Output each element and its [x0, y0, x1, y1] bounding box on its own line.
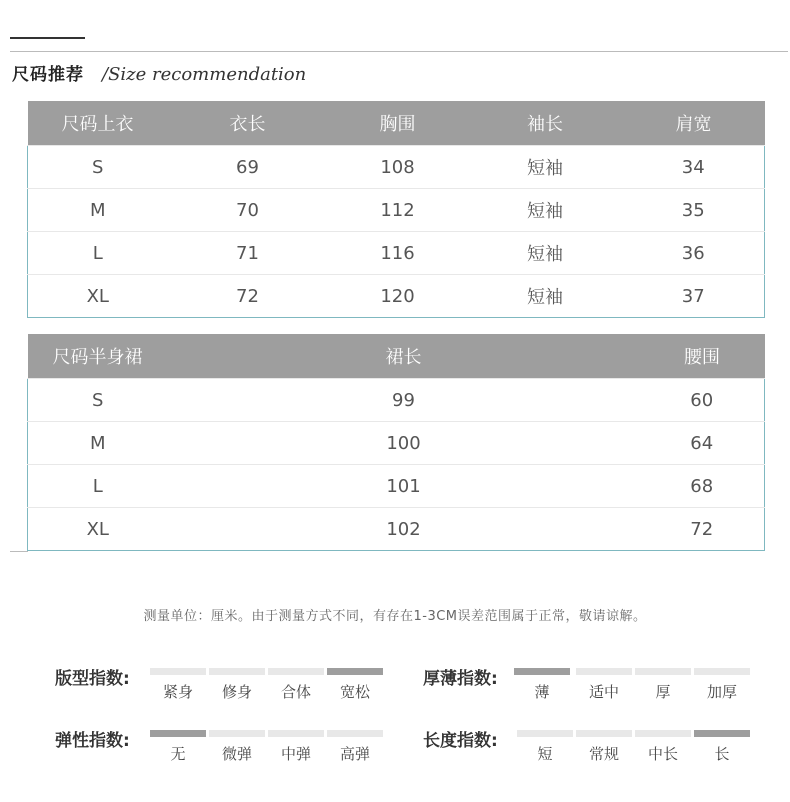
header-accent-line	[10, 37, 85, 39]
table-cell: XL	[28, 275, 168, 318]
header-divider	[10, 51, 788, 52]
option-label: 无	[170, 745, 186, 763]
table-cell: 70	[168, 189, 328, 232]
elasticity-option	[268, 730, 324, 770]
table-cell: 短袖	[468, 232, 623, 275]
table-cell: S	[28, 146, 168, 189]
level-bar	[209, 730, 265, 737]
index-label: 长度指数:	[423, 731, 498, 751]
option-label: 厚	[655, 683, 671, 701]
option-label: 合体	[280, 683, 311, 701]
table-cell: M	[28, 422, 168, 465]
fit-option	[150, 668, 206, 708]
option-label: 短	[537, 745, 553, 763]
option-label: 高弹	[339, 745, 370, 763]
level-bar	[635, 668, 691, 675]
elasticity-option-selected	[150, 730, 206, 770]
table-cell: 37	[623, 275, 765, 318]
table-cell: 101	[168, 465, 640, 508]
level-bar	[150, 668, 206, 675]
table-cell: S	[28, 379, 168, 422]
option-label: 薄	[534, 683, 550, 701]
thickness-index	[423, 664, 753, 704]
elasticity-option	[209, 730, 265, 770]
header-bust: 胸围	[328, 101, 468, 146]
table-cell: 短袖	[468, 275, 623, 318]
option-label: 修身	[221, 683, 252, 701]
length-option	[635, 730, 691, 770]
fit-option-selected	[327, 668, 383, 708]
table-cell: 108	[328, 146, 468, 189]
table-row	[28, 275, 765, 318]
header-skirt-length: 裙长	[168, 334, 640, 379]
option-label: 中长	[647, 745, 678, 763]
table-cell: 64	[640, 422, 765, 465]
level-bar	[517, 730, 573, 737]
thickness-option-selected	[514, 668, 570, 708]
length-option	[517, 730, 573, 770]
level-bar	[635, 730, 691, 737]
title-en: /Size recommendation	[102, 64, 307, 85]
table-cell: 116	[328, 232, 468, 275]
table-cell: L	[28, 232, 168, 275]
option-label: 宽松	[339, 683, 370, 701]
table-cell: L	[28, 465, 168, 508]
length-option-selected	[694, 730, 750, 770]
table-row	[28, 146, 765, 189]
divider	[10, 551, 28, 552]
title-cn: 尺码推荐	[12, 65, 84, 85]
option-label: 微弹	[221, 745, 252, 763]
option-label: 常规	[588, 745, 619, 763]
level-bar	[694, 730, 750, 737]
option-label: 适中	[588, 683, 619, 701]
table-cell: 102	[168, 508, 640, 551]
level-bar	[327, 730, 383, 737]
level-bar	[327, 668, 383, 675]
table-header-row	[28, 334, 765, 379]
table-cell: 72	[640, 508, 765, 551]
page-title	[12, 60, 306, 88]
table-cell: 69	[168, 146, 328, 189]
header-sleeve: 袖长	[468, 101, 623, 146]
table-cell: 35	[623, 189, 765, 232]
table-cell: 100	[168, 422, 640, 465]
table-row	[28, 379, 765, 422]
header-length: 衣长	[168, 101, 328, 146]
index-label: 厚薄指数:	[423, 669, 498, 689]
level-bar	[268, 730, 324, 737]
table-row	[28, 189, 765, 232]
index-label: 版型指数:	[55, 669, 130, 689]
option-label: 中弹	[280, 745, 311, 763]
table-cell: XL	[28, 508, 168, 551]
table-cell: M	[28, 189, 168, 232]
thickness-option	[635, 668, 691, 708]
table-cell: 112	[328, 189, 468, 232]
thickness-option	[576, 668, 632, 708]
index-label: 弹性指数:	[55, 731, 130, 751]
table-cell: 短袖	[468, 189, 623, 232]
header-size: 尺码上衣	[28, 101, 168, 146]
level-bar	[576, 730, 632, 737]
level-bar	[694, 668, 750, 675]
table-row	[28, 508, 765, 551]
level-bar	[150, 730, 206, 737]
length-index	[423, 726, 753, 766]
level-bar	[209, 668, 265, 675]
option-label: 加厚	[706, 683, 737, 701]
elasticity-index	[55, 726, 385, 766]
table-row	[28, 232, 765, 275]
thickness-option	[694, 668, 750, 708]
table-cell: 71	[168, 232, 328, 275]
skirt-size-table	[27, 334, 765, 551]
elasticity-option	[327, 730, 383, 770]
table-cell: 68	[640, 465, 765, 508]
table-cell: 36	[623, 232, 765, 275]
header-waist: 腰围	[640, 334, 765, 379]
header-shoulder: 肩宽	[623, 101, 765, 146]
option-label: 紧身	[162, 683, 193, 701]
level-bar	[514, 668, 570, 675]
top-size-table	[27, 101, 765, 318]
option-label: 长	[714, 745, 730, 763]
table-cell: 99	[168, 379, 640, 422]
level-bar	[268, 668, 324, 675]
table-cell: 短袖	[468, 146, 623, 189]
table-cell: 34	[623, 146, 765, 189]
table-header-row	[28, 101, 765, 146]
header-size: 尺码半身裙	[28, 334, 168, 379]
fit-index	[55, 664, 385, 704]
table-row	[28, 465, 765, 508]
fit-option	[209, 668, 265, 708]
length-option	[576, 730, 632, 770]
table-row	[28, 422, 765, 465]
table-cell: 72	[168, 275, 328, 318]
table-cell: 120	[328, 275, 468, 318]
fit-option	[268, 668, 324, 708]
table-cell: 60	[640, 379, 765, 422]
level-bar	[576, 668, 632, 675]
measurement-note: 测量单位：厘米。由于测量方式不同，有存在1-3CM误差范围属于正常，敬请谅解。	[143, 609, 647, 624]
